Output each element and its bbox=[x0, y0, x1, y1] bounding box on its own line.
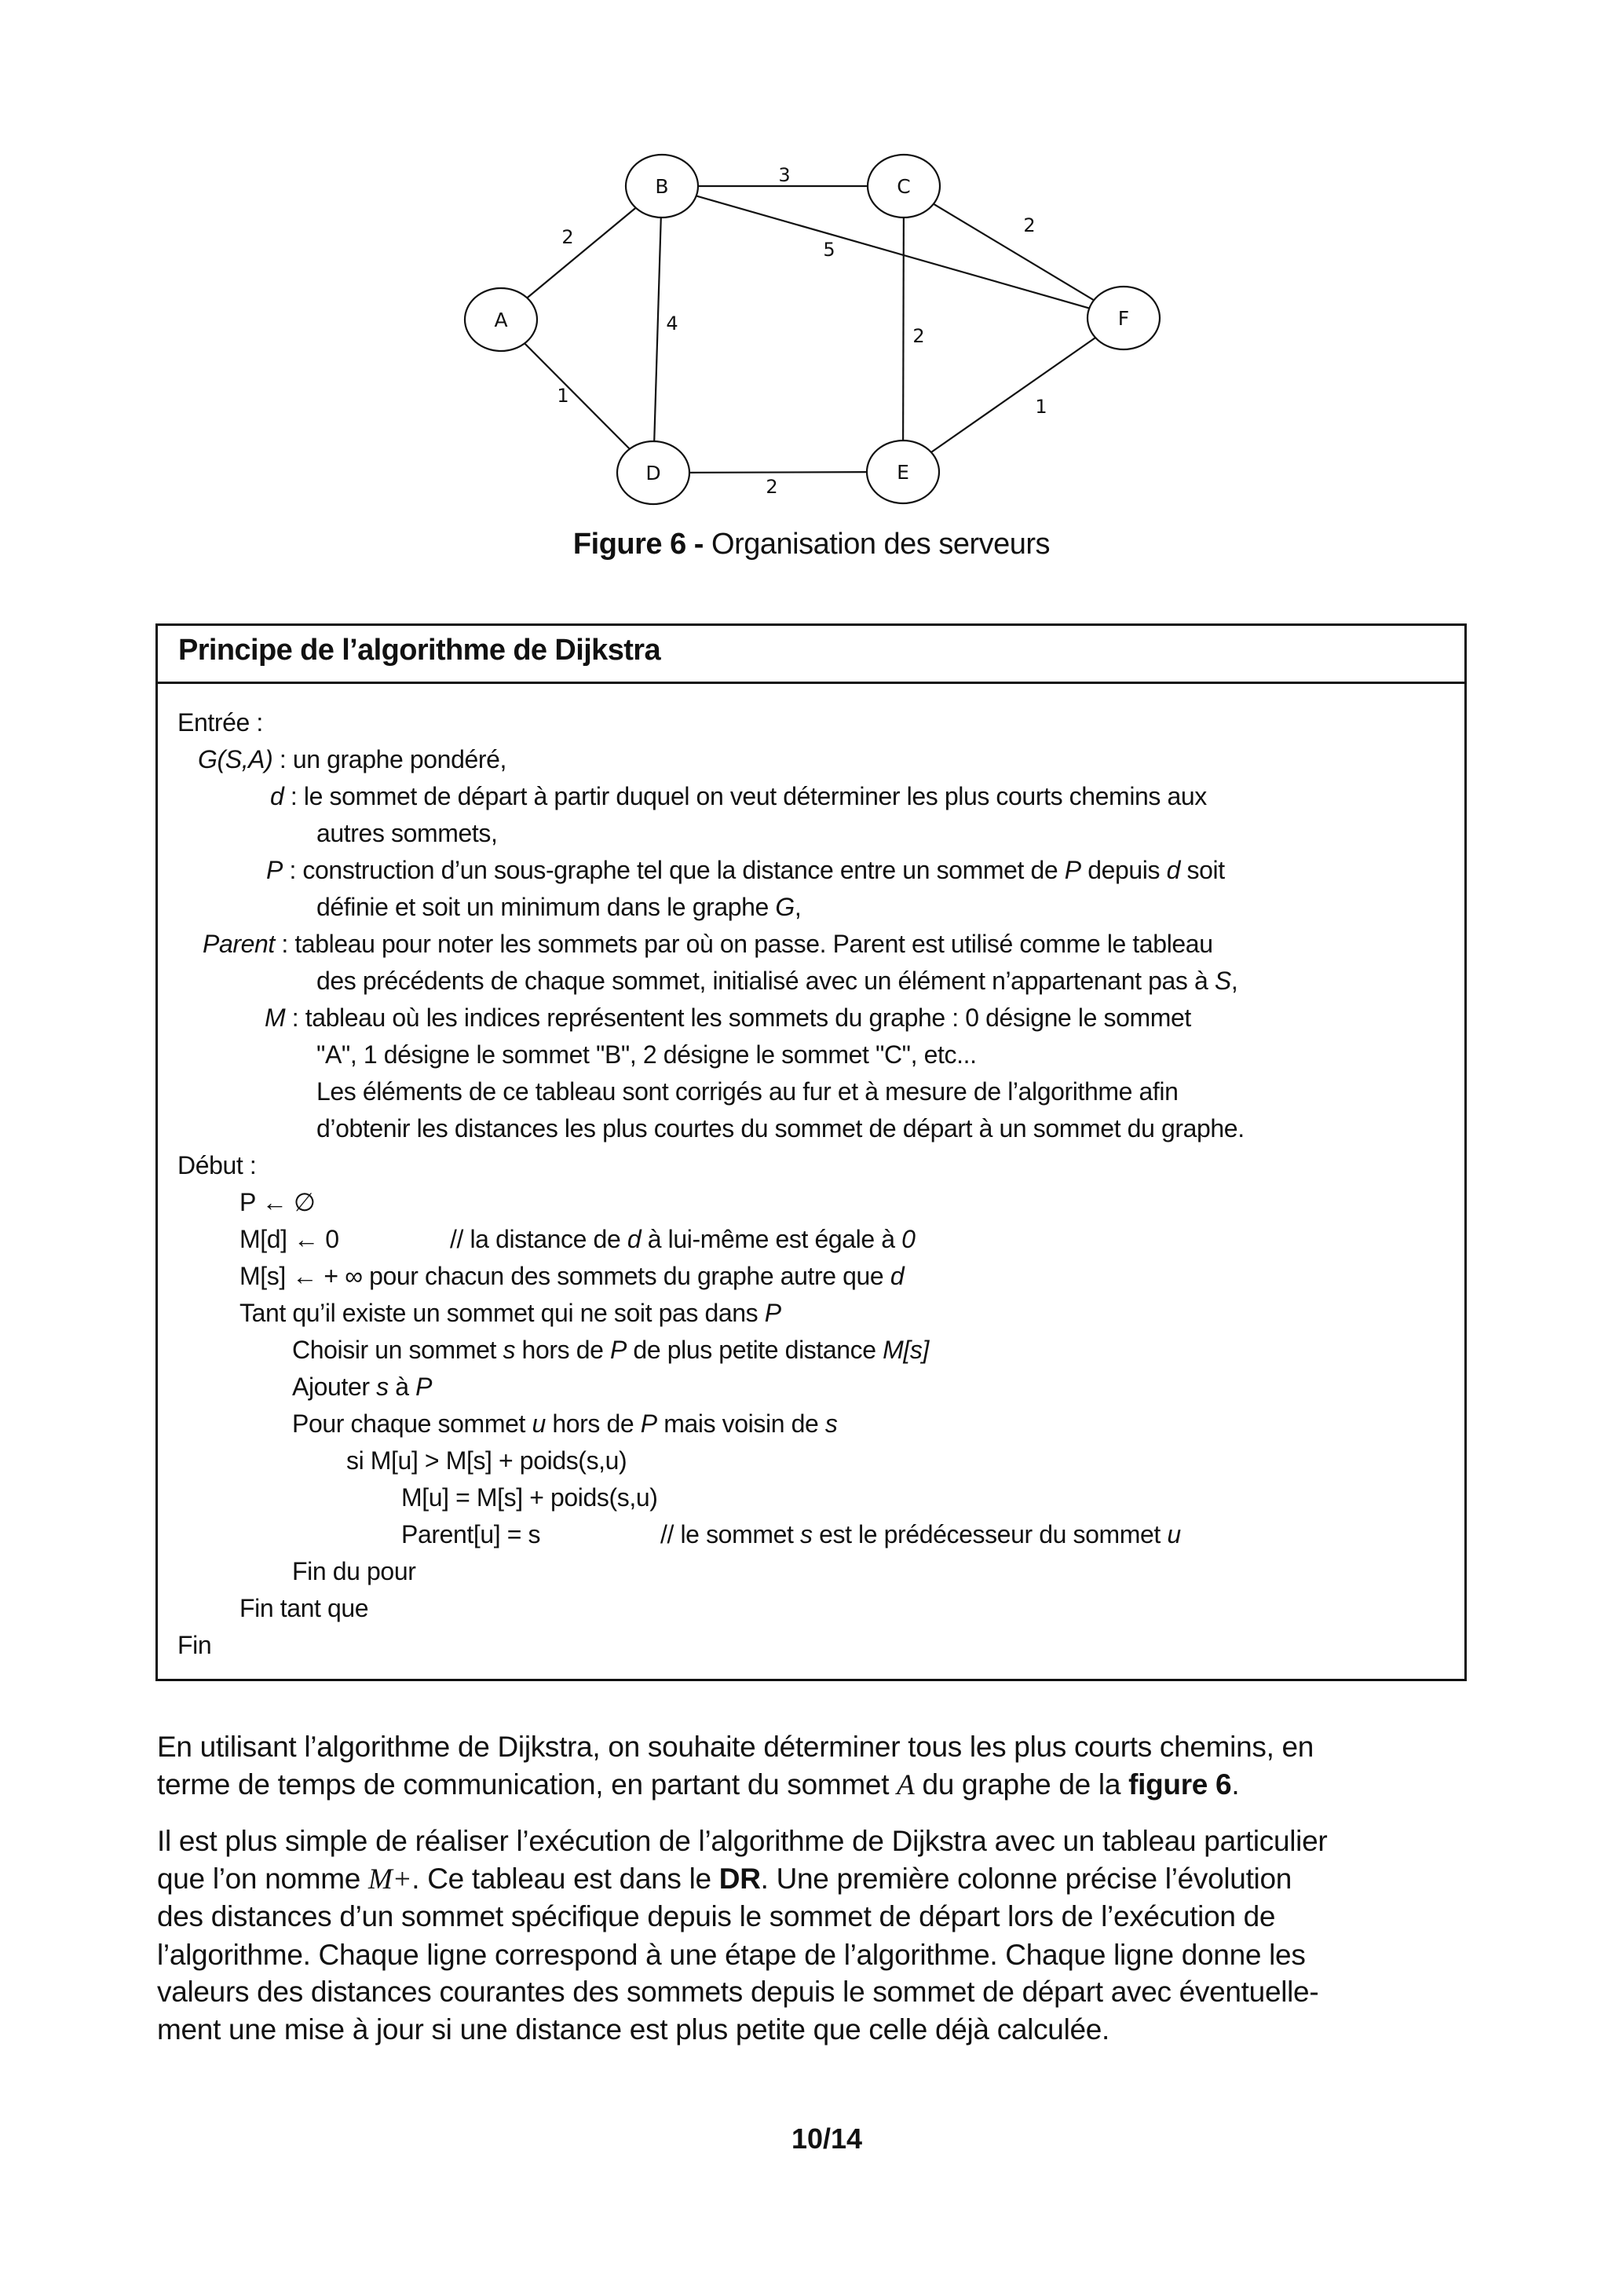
input-parent-text: : tableau pour noter les sommets par où on passe. Parent est utilisé comme le tableau bbox=[274, 930, 1213, 958]
input-d-label: d bbox=[270, 782, 284, 810]
paragraph-line bbox=[157, 1864, 1292, 1894]
paragraph-line: l’algorithme. Chaque ligne correspond à une étape de l’algorithme. Chaque ligne donne les bbox=[157, 1939, 1306, 1971]
node-f bbox=[1087, 287, 1160, 349]
input-m-label: M bbox=[265, 1004, 286, 1032]
step-text: Tant qu’il existe un sommet qui ne soit pas dans bbox=[239, 1299, 765, 1327]
italic-ms: M[s] bbox=[883, 1336, 930, 1364]
edge-weight-c-e: 2 bbox=[912, 325, 925, 347]
step-parent-set: Parent[u] = s bbox=[401, 1520, 541, 1548]
paragraph-text: . Ce tableau est dans le bbox=[411, 1863, 719, 1895]
step-init-ms bbox=[239, 1263, 904, 1289]
input-parent-continuation bbox=[316, 968, 1237, 993]
italic-u: u bbox=[532, 1409, 546, 1438]
paragraph-line: En utilisant l’algorithme de Dijkstra, on souhaite déterminer tous les plus courts chemins, en bbox=[157, 1731, 1314, 1763]
italic-s: s bbox=[799, 1520, 813, 1548]
figure-reference: figure 6 bbox=[1128, 1768, 1232, 1801]
italic-zero: 0 bbox=[901, 1225, 916, 1253]
node-label: E bbox=[897, 461, 909, 484]
input-p-text: : construction d’un sous-graphe tel que la distance entre un sommet de bbox=[282, 856, 1065, 884]
step-update: M[u] = M[s] + poids(s,u) bbox=[401, 1483, 658, 1512]
node-b bbox=[626, 155, 698, 218]
node-a bbox=[465, 288, 537, 351]
step-init-p: P ← ∅ bbox=[239, 1188, 316, 1216]
input-d-continuation: autres sommets, bbox=[316, 819, 498, 847]
edge-weight-d-e: 2 bbox=[766, 476, 778, 498]
italic-s: s bbox=[376, 1373, 389, 1401]
node-label: F bbox=[1117, 307, 1130, 330]
node-label: A bbox=[494, 309, 508, 331]
italic-p: P bbox=[764, 1299, 781, 1327]
step-text: hors de bbox=[515, 1336, 610, 1364]
step-text: mais voisin de bbox=[656, 1409, 825, 1438]
italic-g: G bbox=[775, 893, 795, 921]
input-p-text: , bbox=[794, 893, 802, 921]
dr-reference: DR bbox=[718, 1863, 761, 1895]
edge-weight-b-f: 5 bbox=[823, 239, 835, 261]
step-parent-comment bbox=[660, 1522, 1181, 1547]
edge-weight-e-f: 1 bbox=[1035, 396, 1047, 418]
input-parent-label: Parent bbox=[203, 930, 275, 958]
paragraph-line bbox=[157, 1770, 1239, 1800]
math-vertex-a: A bbox=[897, 1769, 915, 1801]
edge-weight-c-f: 2 bbox=[1023, 214, 1036, 236]
edge-a-b bbox=[527, 208, 635, 298]
italic-d: d bbox=[1166, 856, 1180, 884]
italic-s: s bbox=[503, 1336, 516, 1364]
paragraph-line: des distances d’un sommet spécifique depuis le sommet de départ lors de l’exécution de bbox=[157, 1900, 1276, 1932]
figure-caption-label: Figure 6 - bbox=[572, 528, 704, 561]
edge-weight-a-b: 2 bbox=[561, 226, 574, 248]
paragraph-text: que l’on nomme bbox=[157, 1863, 369, 1895]
comment-text: est le prédécesseur du sommet bbox=[812, 1520, 1168, 1548]
input-m-continuation: d’obtenir les distances les plus courtes du sommet de départ à un sommet du graphe. bbox=[316, 1114, 1245, 1143]
step-text: de plus petite distance bbox=[626, 1336, 883, 1364]
paragraph-line: ment une mise à jour si une distance est plus petite que celle déjà calculée. bbox=[157, 2013, 1110, 2046]
step-choose bbox=[292, 1337, 929, 1362]
input-p-text: soit bbox=[1180, 856, 1225, 884]
input-parent-text: , bbox=[1230, 967, 1238, 995]
input-graph-line bbox=[198, 747, 506, 772]
step-text: Pour chaque sommet bbox=[292, 1409, 532, 1438]
italic-s: S bbox=[1214, 967, 1231, 995]
step-for bbox=[292, 1411, 837, 1436]
comment-text: // le sommet bbox=[660, 1520, 800, 1548]
input-m-line bbox=[265, 1005, 1191, 1030]
input-graph-label: G(S,A) bbox=[198, 745, 273, 773]
node-c bbox=[868, 155, 940, 218]
input-p-text: définie et soit un minimum dans le graphe bbox=[316, 893, 776, 921]
figure-caption bbox=[0, 528, 1623, 561]
italic-d: d bbox=[627, 1225, 642, 1253]
step-init-md-comment bbox=[450, 1227, 916, 1252]
input-p-line bbox=[266, 857, 1225, 883]
step-while bbox=[239, 1300, 781, 1325]
edge-weight-b-d: 4 bbox=[666, 313, 678, 335]
step-add bbox=[292, 1374, 432, 1399]
page-number: 10/14 bbox=[791, 2122, 863, 2155]
node-label: B bbox=[655, 175, 669, 198]
algorithm-title: Principe de l’algorithme de Dijkstra bbox=[178, 634, 661, 667]
algorithm-box-header bbox=[158, 626, 1464, 684]
input-parent-text: des précédents de chaque sommet, initialisé avec un élément n’appartenant pas à bbox=[316, 967, 1215, 995]
edge-weight-b-c: 3 bbox=[778, 164, 791, 186]
input-d-line bbox=[270, 784, 1207, 809]
input-m-text: : tableau où les indices représentent les sommets du graphe : 0 désigne le sommet bbox=[285, 1004, 1191, 1032]
italic-p: P bbox=[609, 1336, 627, 1364]
paragraph-text: . bbox=[1231, 1768, 1240, 1801]
paragraph-text: . Une première colonne précise l’évolution bbox=[760, 1863, 1292, 1895]
step-text: à bbox=[388, 1373, 416, 1401]
step-text: M[s] ← + ∞ pour chacun des sommets du graphe autre que bbox=[239, 1262, 890, 1290]
paragraph-text: terme de temps de communication, en partant du sommet bbox=[157, 1768, 897, 1801]
input-d-text: : le sommet de départ à partir duquel on veut déterminer les plus courts chemins aux bbox=[283, 782, 1207, 810]
input-m-continuation: "A", 1 désigne le sommet "B", 2 désigne le sommet "C", etc... bbox=[316, 1040, 977, 1069]
node-label: D bbox=[645, 462, 661, 484]
italic-d: d bbox=[890, 1262, 905, 1290]
italic-p: P bbox=[640, 1409, 657, 1438]
math-m-plus: M+ bbox=[368, 1863, 412, 1896]
edge-a-d bbox=[525, 343, 630, 448]
comment-text: // la distance de bbox=[450, 1225, 627, 1253]
node-e bbox=[867, 441, 939, 503]
step-text: Choisir un sommet bbox=[292, 1336, 503, 1364]
italic-s: s bbox=[824, 1409, 838, 1438]
paragraph-text: du graphe de la bbox=[914, 1768, 1129, 1801]
edge-e-f bbox=[931, 338, 1095, 452]
paragraph-line: valeurs des distances courantes des sommets depuis le sommet de départ avec éventuelle- bbox=[157, 1976, 1319, 2008]
input-parent-line bbox=[203, 931, 1213, 956]
italic-p: P bbox=[1064, 856, 1081, 884]
server-graph-figure bbox=[0, 0, 1623, 534]
step-text: Ajouter bbox=[292, 1373, 377, 1401]
node-d bbox=[617, 441, 689, 504]
input-p-continuation bbox=[316, 894, 801, 919]
italic-p: P bbox=[415, 1373, 433, 1401]
node-label: C bbox=[897, 175, 911, 198]
input-p-label: P bbox=[266, 856, 283, 884]
step-if: si M[u] > M[s] + poids(s,u) bbox=[346, 1446, 627, 1475]
edge-d-e bbox=[689, 472, 867, 473]
step-end-while: Fin tant que bbox=[239, 1594, 369, 1622]
edge-c-e bbox=[903, 218, 904, 441]
input-graph-text: : un graphe pondéré, bbox=[272, 745, 507, 773]
begin-heading: Début : bbox=[177, 1151, 257, 1179]
comment-text: à lui-même est égale à bbox=[641, 1225, 902, 1253]
input-p-text: depuis bbox=[1080, 856, 1167, 884]
step-end: Fin bbox=[177, 1631, 212, 1659]
input-heading: Entrée : bbox=[177, 708, 263, 737]
step-text: hors de bbox=[545, 1409, 641, 1438]
edge-b-d bbox=[654, 218, 661, 441]
step-init-md: M[d] ← 0 bbox=[239, 1225, 339, 1253]
input-m-continuation: Les éléments de ce tableau sont corrigés au fur et à mesure de l’algorithme afin bbox=[316, 1077, 1179, 1106]
edge-weight-a-d: 1 bbox=[557, 385, 569, 407]
figure-caption-text: Organisation des serveurs bbox=[703, 528, 1051, 561]
step-end-for: Fin du pour bbox=[292, 1557, 416, 1585]
paragraph-line: Il est plus simple de réaliser l’exécution de l’algorithme de Dijkstra avec un tableau particulier bbox=[157, 1825, 1328, 1857]
italic-u: u bbox=[1167, 1520, 1181, 1548]
